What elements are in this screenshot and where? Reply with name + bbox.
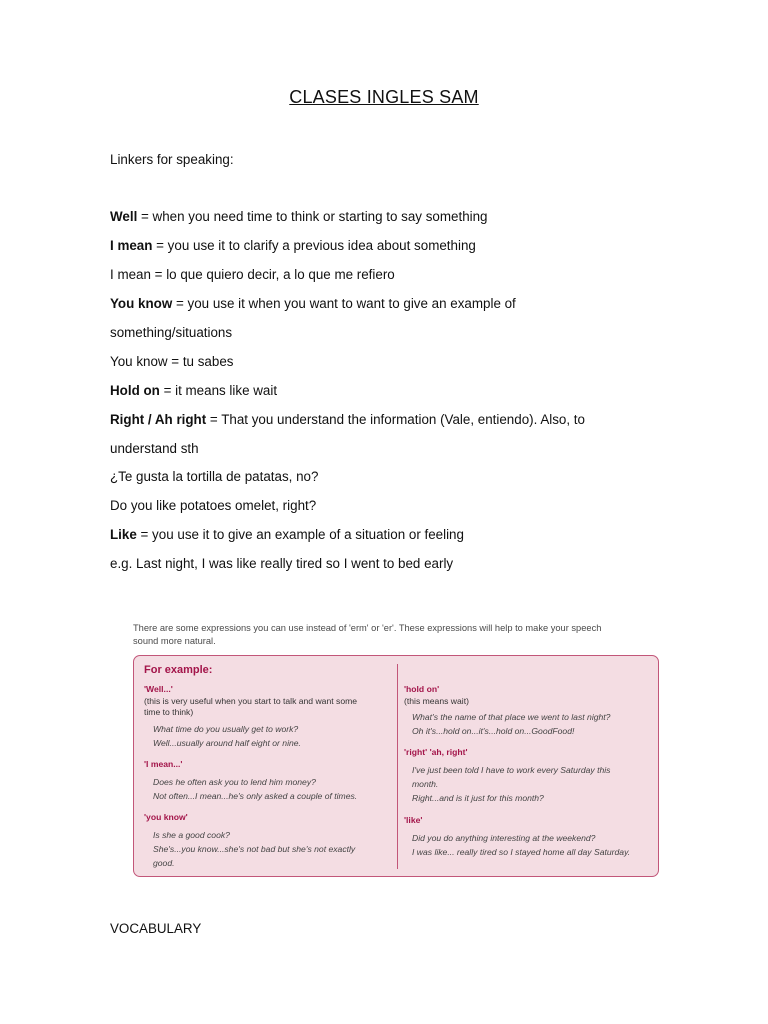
example-sentence: She's...you know...she's not bad but she's not exactly: [153, 844, 356, 854]
linker-line-well: [110, 208, 488, 226]
expression-you-know: 'you know': [144, 812, 188, 822]
linker-line-right: [110, 411, 585, 429]
expression-note: (this means wait): [404, 696, 469, 706]
example-sentence: Not often...I mean...he's only asked a couple of times.: [153, 791, 358, 801]
example-sentence: Right...and is it just for this month?: [412, 793, 544, 803]
column-divider: [397, 664, 398, 869]
example-sentence: I've just been told I have to work every Saturday this: [412, 765, 611, 775]
linker-definition: = you use it when you want to want to give an example of: [172, 296, 516, 311]
example-line-spanish: ¿Te gusta la tortilla de patatas, no?: [110, 469, 319, 484]
expression-note: time to think): [144, 707, 194, 717]
linker-line-hold-on: [110, 382, 277, 400]
example-sentence: month.: [412, 779, 439, 789]
textbook-excerpt-image: [130, 618, 664, 884]
expression-well: 'Well...': [144, 684, 173, 694]
example-sentence: Oh it's...hold on...it's...hold on...GoodFood!: [412, 726, 575, 736]
excerpt-intro-line: There are some expressions you can use instead of 'erm' or 'er'. These expressions will help to make your speech: [133, 623, 602, 633]
excerpt-intro: [133, 622, 653, 648]
example-sentence: What time do you usually get to work?: [153, 724, 299, 734]
example-line-like: e.g. Last night, I was like really tired so I went to bed early: [110, 556, 454, 571]
example-sentence: good.: [153, 858, 175, 868]
example-sentence: I was like... really tired so I stayed home all day Saturday.: [412, 847, 631, 857]
example-line-english: Do you like potatoes omelet, right?: [110, 498, 317, 513]
linker-line-you-know: [110, 295, 516, 313]
linker-definition: = when you need time to think or starting to say something: [137, 209, 488, 224]
linker-definition: = you use it to clarify a previous idea about something: [152, 238, 476, 253]
example-sentence: Is she a good cook?: [153, 830, 230, 840]
linker-line-like: [110, 526, 464, 544]
linker-line-continuation: understand sth: [110, 441, 199, 456]
example-sentence: What's the name of that place we went to last night?: [412, 712, 611, 722]
translation-line-i-mean: I mean = lo que quiero decir, a lo que me refiero: [110, 267, 395, 282]
linker-term: Well: [110, 209, 138, 224]
expression-hold-on: 'hold on': [404, 684, 440, 694]
linker-definition: = you use it to give an example of a situation or feeling: [136, 527, 464, 542]
document-title: CLASES INGLES SAM: [289, 87, 479, 107]
example-sentence: Does he often ask you to lend him money?: [153, 777, 316, 787]
vocabulary-heading: VOCABULARY: [110, 921, 202, 936]
examples-box: [133, 655, 659, 877]
expression-note: (this is very useful when you start to talk and want some: [144, 696, 358, 706]
linker-term: You know: [110, 296, 173, 311]
examples-heading: For example:: [144, 664, 213, 676]
linker-term: Hold on: [110, 383, 160, 398]
section-heading: Linkers for speaking:: [110, 152, 234, 167]
expression-right: 'right' 'ah, right': [404, 747, 468, 757]
linker-line-continuation: something/situations: [110, 325, 233, 340]
excerpt-intro-line: sound more natural.: [133, 636, 216, 646]
linker-term: Like: [110, 527, 137, 542]
example-sentence: Well...usually around half eight or nine.: [153, 738, 301, 748]
expression-like: 'like': [404, 815, 423, 825]
linker-line-i-mean: [110, 237, 476, 255]
linker-definition: = it means like wait: [159, 383, 278, 398]
translation-line-you-know: You know = tu sabes: [110, 354, 234, 369]
linker-term: Right / Ah right: [110, 412, 207, 427]
linker-term: I mean: [110, 238, 153, 253]
example-sentence: Did you do anything interesting at the weekend?: [412, 833, 596, 843]
linker-definition: = That you understand the information (Vale, entiendo). Also, to: [206, 412, 585, 427]
expression-i-mean: 'I mean...': [144, 759, 183, 769]
